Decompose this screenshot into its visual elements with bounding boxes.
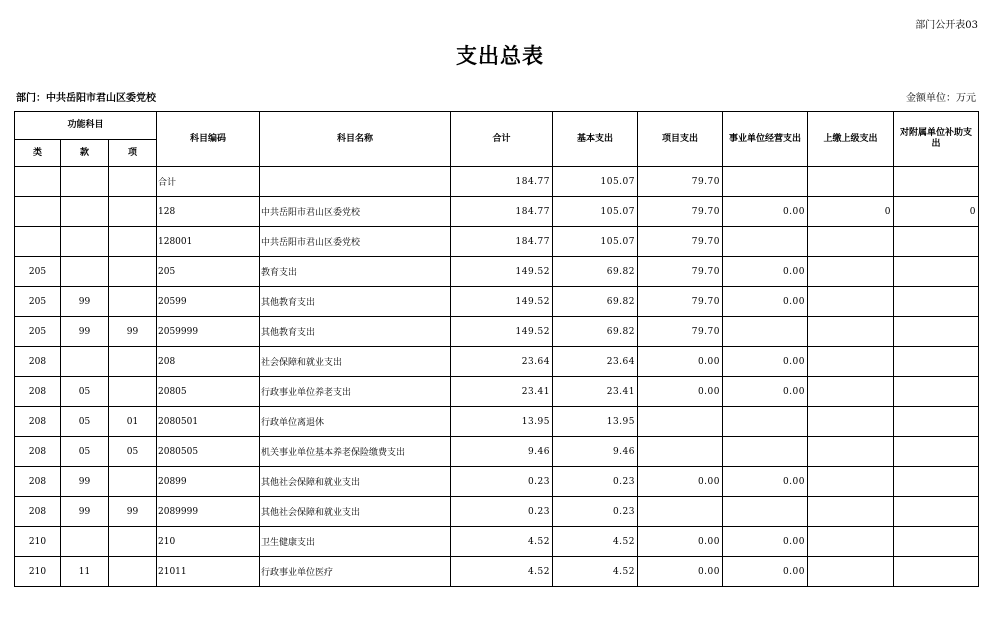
cell-code: 205 — [157, 257, 260, 287]
cell-kuan — [61, 347, 109, 377]
cell-name: 中共岳阳市君山区委党校 — [260, 227, 451, 257]
cell-code: 合计 — [157, 167, 260, 197]
table-row — [15, 227, 979, 257]
cell-name: 中共岳阳市君山区委党校 — [260, 197, 451, 227]
cell-lei: 210 — [15, 557, 61, 587]
table-row — [15, 377, 979, 407]
cell-kuan — [61, 227, 109, 257]
header-kuan: 款 — [61, 140, 109, 167]
cell-business: 0.00 — [723, 557, 808, 587]
cell-kuan — [61, 197, 109, 227]
cell-subsidy — [894, 287, 979, 317]
cell-total: 184.77 — [451, 167, 553, 197]
cell-name — [260, 167, 451, 197]
header-func-group: 功能科目 — [15, 112, 157, 140]
cell-business — [723, 167, 808, 197]
cell-business — [723, 437, 808, 467]
cell-xiang: 01 — [109, 407, 157, 437]
cell-basic: 9.46 — [553, 437, 638, 467]
cell-total: 4.52 — [451, 527, 553, 557]
cell-code: 128 — [157, 197, 260, 227]
cell-xiang — [109, 257, 157, 287]
cell-name: 教育支出 — [260, 257, 451, 287]
cell-upper — [808, 317, 894, 347]
cell-kuan — [61, 257, 109, 287]
cell-kuan: 05 — [61, 407, 109, 437]
cell-basic: 105.07 — [553, 227, 638, 257]
cell-project: 79.70 — [638, 287, 723, 317]
cell-name: 其他教育支出 — [260, 317, 451, 347]
cell-name: 卫生健康支出 — [260, 527, 451, 557]
cell-basic: 105.07 — [553, 197, 638, 227]
header-row-1 — [15, 112, 979, 140]
cell-total: 0.23 — [451, 467, 553, 497]
cell-basic: 4.52 — [553, 557, 638, 587]
cell-total: 184.77 — [451, 227, 553, 257]
cell-business — [723, 227, 808, 257]
cell-code: 2059999 — [157, 317, 260, 347]
cell-code: 20805 — [157, 377, 260, 407]
cell-xiang — [109, 527, 157, 557]
table-row — [15, 467, 979, 497]
header-business: 事业单位经营支出 — [723, 112, 808, 167]
cell-basic: 69.82 — [553, 317, 638, 347]
cell-code: 20899 — [157, 467, 260, 497]
cell-kuan — [61, 527, 109, 557]
cell-kuan: 11 — [61, 557, 109, 587]
table-row — [15, 317, 979, 347]
cell-total: 149.52 — [451, 257, 553, 287]
cell-code: 208 — [157, 347, 260, 377]
cell-business: 0.00 — [723, 377, 808, 407]
cell-upper — [808, 407, 894, 437]
cell-lei: 208 — [15, 377, 61, 407]
cell-xiang — [109, 227, 157, 257]
table-body — [15, 167, 979, 587]
cell-total: 23.41 — [451, 377, 553, 407]
cell-total: 23.64 — [451, 347, 553, 377]
cell-lei — [15, 197, 61, 227]
cell-business — [723, 497, 808, 527]
cell-xiang — [109, 347, 157, 377]
cell-subsidy — [894, 227, 979, 257]
cell-upper — [808, 347, 894, 377]
cell-project: 79.70 — [638, 167, 723, 197]
cell-project — [638, 497, 723, 527]
cell-kuan: 05 — [61, 377, 109, 407]
cell-subsidy — [894, 257, 979, 287]
cell-project: 79.70 — [638, 317, 723, 347]
cell-basic: 69.82 — [553, 287, 638, 317]
cell-basic: 69.82 — [553, 257, 638, 287]
cell-project — [638, 437, 723, 467]
cell-subsidy — [894, 467, 979, 497]
cell-total: 13.95 — [451, 407, 553, 437]
cell-xiang — [109, 377, 157, 407]
cell-lei: 208 — [15, 467, 61, 497]
cell-xiang — [109, 197, 157, 227]
cell-subsidy — [894, 317, 979, 347]
cell-xiang — [109, 557, 157, 587]
cell-name: 行政事业单位医疗 — [260, 557, 451, 587]
cell-xiang: 05 — [109, 437, 157, 467]
cell-lei — [15, 227, 61, 257]
cell-subsidy — [894, 377, 979, 407]
header-basic: 基本支出 — [553, 112, 638, 167]
department-label: 部门：中共岳阳市君山区委党校 — [16, 93, 156, 104]
cell-basic: 4.52 — [553, 527, 638, 557]
cell-project: 0.00 — [638, 527, 723, 557]
cell-upper — [808, 287, 894, 317]
cell-name: 行政事业单位养老支出 — [260, 377, 451, 407]
cell-kuan — [61, 167, 109, 197]
table-row — [15, 287, 979, 317]
cell-business: 0.00 — [723, 257, 808, 287]
cell-business: 0.00 — [723, 347, 808, 377]
cell-total: 4.52 — [451, 557, 553, 587]
cell-project: 0.00 — [638, 347, 723, 377]
cell-basic: 13.95 — [553, 407, 638, 437]
cell-kuan: 99 — [61, 317, 109, 347]
cell-upper — [808, 257, 894, 287]
cell-basic: 23.64 — [553, 347, 638, 377]
cell-upper — [808, 227, 894, 257]
table-row — [15, 197, 979, 227]
header-xiang: 项 — [109, 140, 157, 167]
cell-code: 21011 — [157, 557, 260, 587]
cell-subsidy — [894, 437, 979, 467]
cell-upper — [808, 377, 894, 407]
expenditure-summary-table — [14, 111, 979, 587]
cell-name: 行政单位离退休 — [260, 407, 451, 437]
cell-upper — [808, 497, 894, 527]
cell-project: 79.70 — [638, 257, 723, 287]
cell-basic: 23.41 — [553, 377, 638, 407]
cell-lei: 210 — [15, 527, 61, 557]
header-upper: 上缴上级支出 — [808, 112, 894, 167]
cell-subsidy: 0 — [894, 197, 979, 227]
cell-basic: 0.23 — [553, 467, 638, 497]
table-row — [15, 527, 979, 557]
cell-xiang — [109, 167, 157, 197]
cell-code: 2080501 — [157, 407, 260, 437]
table-row — [15, 407, 979, 437]
table-row — [15, 557, 979, 587]
cell-project: 0.00 — [638, 377, 723, 407]
table-row — [15, 347, 979, 377]
cell-project: 79.70 — [638, 227, 723, 257]
cell-lei: 208 — [15, 437, 61, 467]
cell-upper — [808, 167, 894, 197]
cell-code: 2089999 — [157, 497, 260, 527]
cell-upper — [808, 527, 894, 557]
cell-total: 9.46 — [451, 437, 553, 467]
cell-lei: 208 — [15, 497, 61, 527]
cell-business: 0.00 — [723, 467, 808, 497]
table-row — [15, 167, 979, 197]
cell-basic: 0.23 — [553, 497, 638, 527]
cell-total: 149.52 — [451, 287, 553, 317]
cell-business: 0.00 — [723, 527, 808, 557]
cell-upper — [808, 557, 894, 587]
cell-name: 其他社会保障和就业支出 — [260, 497, 451, 527]
cell-xiang — [109, 467, 157, 497]
cell-name: 社会保障和就业支出 — [260, 347, 451, 377]
cell-xiang — [109, 287, 157, 317]
cell-subsidy — [894, 407, 979, 437]
header-name: 科目名称 — [260, 112, 451, 167]
cell-project: 0.00 — [638, 557, 723, 587]
cell-subsidy — [894, 557, 979, 587]
page-title: 支出总表 — [456, 44, 544, 68]
cell-basic: 105.07 — [553, 167, 638, 197]
cell-lei: 205 — [15, 287, 61, 317]
cell-business — [723, 317, 808, 347]
cell-lei: 208 — [15, 407, 61, 437]
form-number: 部门公开表03 — [915, 20, 978, 31]
cell-upper — [808, 467, 894, 497]
cell-code: 2080505 — [157, 437, 260, 467]
cell-code: 20599 — [157, 287, 260, 317]
cell-lei: 205 — [15, 317, 61, 347]
cell-total: 184.77 — [451, 197, 553, 227]
cell-lei — [15, 167, 61, 197]
cell-code: 128001 — [157, 227, 260, 257]
table-row — [15, 257, 979, 287]
cell-project: 0.00 — [638, 467, 723, 497]
header-lei: 类 — [15, 140, 61, 167]
cell-lei: 208 — [15, 347, 61, 377]
cell-xiang: 99 — [109, 317, 157, 347]
cell-total: 0.23 — [451, 497, 553, 527]
amount-unit-label: 金额单位：万元 — [906, 93, 976, 104]
cell-kuan: 99 — [61, 467, 109, 497]
cell-xiang: 99 — [109, 497, 157, 527]
header-code: 科目编码 — [157, 112, 260, 167]
cell-subsidy — [894, 347, 979, 377]
cell-name: 其他社会保障和就业支出 — [260, 467, 451, 497]
cell-kuan: 99 — [61, 497, 109, 527]
cell-subsidy — [894, 167, 979, 197]
cell-project — [638, 407, 723, 437]
cell-name: 其他教育支出 — [260, 287, 451, 317]
cell-business — [723, 407, 808, 437]
cell-upper — [808, 437, 894, 467]
table-row — [15, 497, 979, 527]
cell-lei: 205 — [15, 257, 61, 287]
header-subsidy: 对附属单位补助支出 — [894, 112, 979, 167]
cell-name: 机关事业单位基本养老保险缴费支出 — [260, 437, 451, 467]
header-total: 合计 — [451, 112, 553, 167]
cell-business: 0.00 — [723, 287, 808, 317]
cell-upper: 0 — [808, 197, 894, 227]
table-row — [15, 437, 979, 467]
header-project: 项目支出 — [638, 112, 723, 167]
cell-code: 210 — [157, 527, 260, 557]
cell-kuan: 99 — [61, 287, 109, 317]
cell-total: 149.52 — [451, 317, 553, 347]
cell-subsidy — [894, 497, 979, 527]
cell-project: 79.70 — [638, 197, 723, 227]
cell-subsidy — [894, 527, 979, 557]
cell-kuan: 05 — [61, 437, 109, 467]
cell-business: 0.00 — [723, 197, 808, 227]
